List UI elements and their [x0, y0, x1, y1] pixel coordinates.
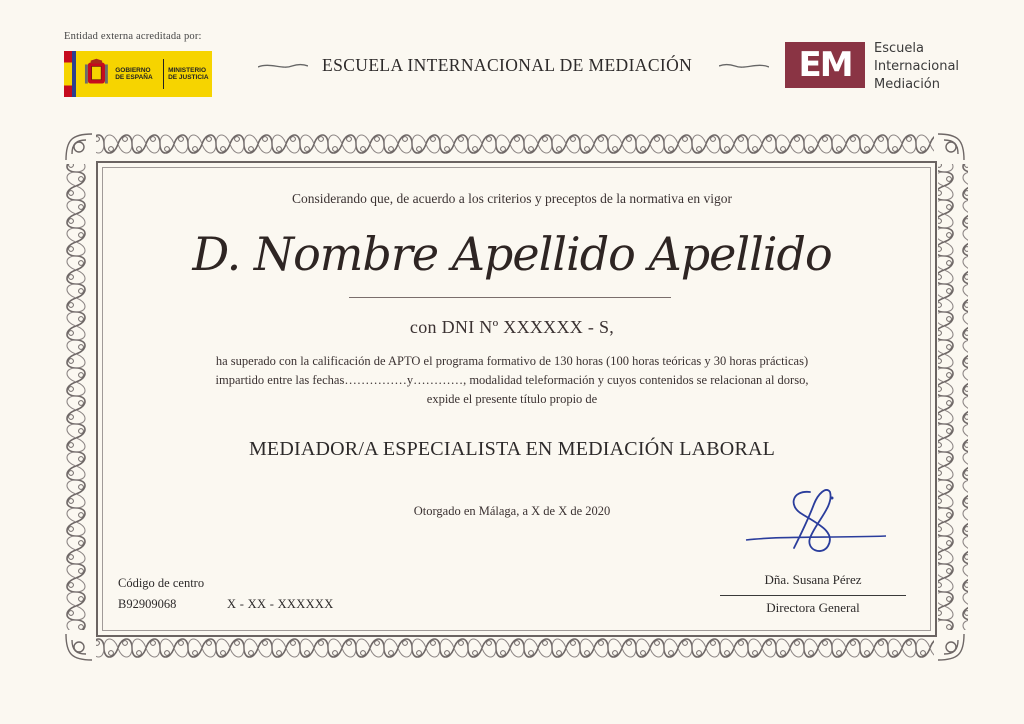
coat-of-arms-icon: [84, 58, 109, 90]
name-underline: [349, 297, 671, 298]
certificate-reference: X - XX - XXXXXX: [227, 597, 334, 611]
dni-text: con DNI Nº XXXXXX - S,: [409, 317, 615, 337]
left-flourish-icon: [258, 60, 308, 72]
signature-line: [720, 595, 906, 596]
signer-name: Dña. Susana Pérez: [764, 572, 862, 587]
center-code-label: Código de centro: [118, 576, 205, 590]
description-line-2: impartido entre las fechas……………y…………, modalidad teleformación y cuyos contenidos se relacionan al dorso,: [215, 373, 809, 387]
description-line-1: ha superado con la calificación de APTO el programa formativo de 130 horas (100 horas teóricas y 30 horas prácticas): [215, 354, 809, 368]
accreditation-label: Entidad externa acreditada por:: [64, 31, 202, 42]
center-code-value: B92909068: [118, 597, 177, 611]
spain-flag-bar: [64, 51, 72, 97]
intro-text: Considerando que, de acuerdo a los criterios y preceptos de la normativa en vigor: [291, 191, 733, 206]
em-name-line3: Mediación: [874, 77, 940, 92]
right-flourish-icon: [719, 60, 769, 72]
em-name-line2: Internacional: [874, 59, 960, 74]
signer-role: Directora General: [766, 600, 860, 615]
signature-image: [740, 484, 890, 564]
degree-title: MEDIADOR/A ESPECIALISTA EN MEDIACIÓN LABORAL: [248, 438, 776, 460]
school-title: ESCUELA INTERNACIONAL DE MEDIACIÓN: [322, 55, 693, 75]
granted-place-date: Otorgado en Málaga, a X de X de 2020: [413, 504, 611, 518]
logo-divider: [163, 59, 164, 89]
flag-stripe: [72, 51, 77, 97]
ministerio-text: MINISTERIO DE JUSTICIA: [168, 66, 209, 81]
description-paragraph: [0, 352, 1024, 409]
em-logo-mark: EM: [785, 42, 865, 88]
gobierno-text: GOBIERNO DE ESPAÑA: [115, 66, 153, 81]
description-line-3: expide el presente título propio de: [426, 392, 598, 406]
em-logo-name: [874, 40, 959, 94]
em-name-line1: Escuela: [874, 41, 924, 56]
recipient-name: D. Nombre Apellido Apellido: [192, 227, 832, 281]
gobierno-espana-logo: [64, 51, 212, 97]
